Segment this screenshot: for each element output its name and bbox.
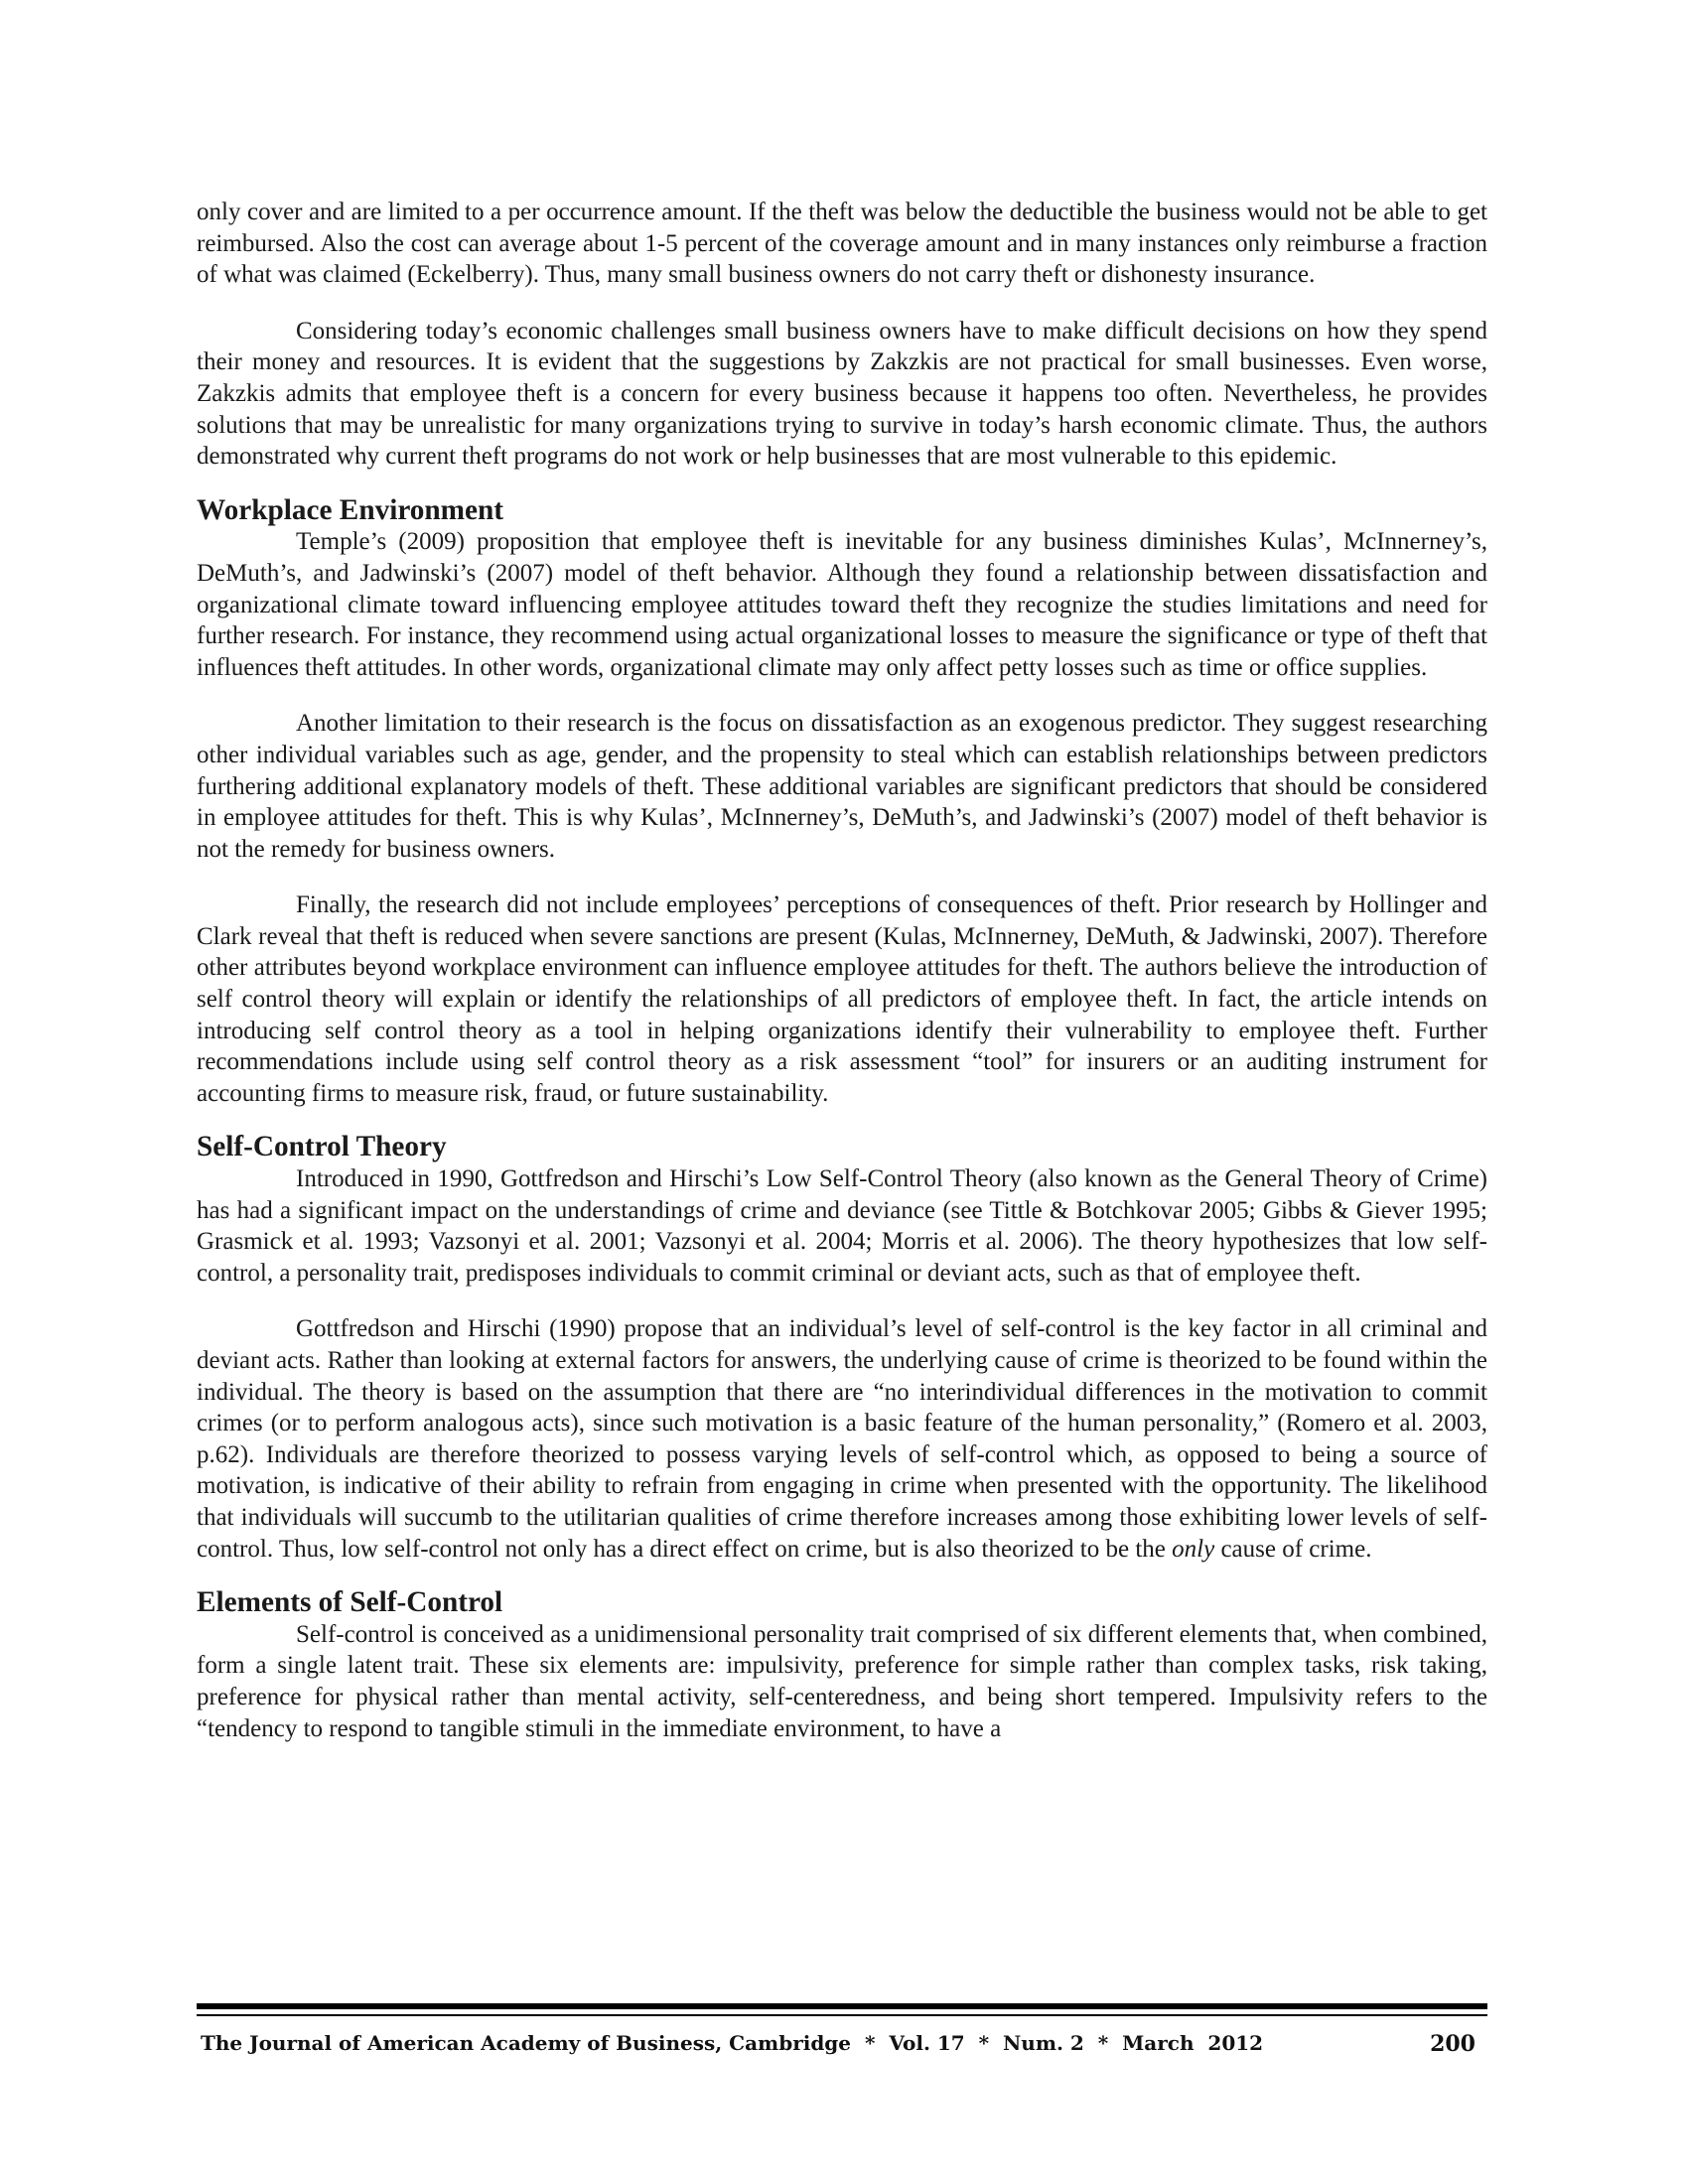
- paragraph-another-limitation: Another limitation to their research is the focus on dissatisfaction as an exogenous predictor. They suggest researching other individual variables such as age, gender, and the propensity to steal which can establish relationships between predictors furthering additional explanatory models of theft. These additional variables are significant predictors that should be considered in employee attitudes for theft. This is why Kulas’, McInnerney’s, DeMuth’s, and Jadwinski’s (2007) model of theft behavior is not the remedy for business owners.: [197, 710, 1487, 863]
- paragraph-gottfredson-hirschi: [197, 1313, 1487, 1565]
- paragraph-six-elements: Self-control is conceived as a unidimensional personality trait comprised of six different elements that, when combined, form a single latent trait. These six elements are: impulsivity, preference for simple rather than complex tasks, risk taking, preference for physical rather than mental activity, self-centeredness, and being short tempered. Impulsivity refers to the “tendency to respond to tangible stimuli in the immediate environment, to have a: [197, 1620, 1487, 1742]
- emphasis-only: only: [1172, 1535, 1215, 1563]
- section-heading-elements-of-self-control: Elements of Self-Control: [197, 1586, 503, 1619]
- paragraph-insurance-limits: only cover and are limited to a per occurrence amount. If the theft was below the deductible the business would not be able to get reimbursed. Also the cost can average about 1-5 percent of the coverage amount and in many instances only reimburse a fraction of what was claimed (Eckelberry). Thus, many small business owners do not carry theft or dishonesty insurance.: [197, 199, 1487, 289]
- page-number: 200: [1430, 2031, 1476, 2057]
- footer-divider-thick: [197, 2003, 1487, 2009]
- page-footer: [197, 2031, 1487, 2063]
- paragraph-consequences-of-theft: Finally, the research did not include employees’ perceptions of consequences of theft. Prior research by Hollinger and Clark reveal that theft is reduced when severe sanctions are present (Kulas, McInnerney, DeMuth, & Jadwinski, 2007). Therefore other attributes beyond workplace environment can influence employee attitudes for theft. The authors believe the introduction of self control theory will explain or identify the relationships of all predictors of employee theft. In fact, the article intends on introducing self control theory as a tool in helping organizations identify their vulnerability to employee theft. Further recommendations include using self control theory as a risk assessment “tool” for insurers or an auditing instrument for accounting firms to measure risk, fraud, or future sustainability.: [197, 891, 1487, 1107]
- journal-citation: The Journal of American Academy of Business, Cambridge * Vol. 17 * Num. 2 * March 2012: [201, 2031, 1264, 2055]
- paragraph-text: Gottfredson and Hirschi (1990) propose that an individual’s level of self-control is the key factor in all criminal and deviant acts. Rather than looking at external factors for answers, the underlying cause of crime is theorized to be found within the individual. The theory is based on the assumption that there are “no interindividual differences in the motivation to commit crimes (or to perform analogous acts), since such motivation is a basic feature of the human personality,” (Romero et al. 2003, p.62). Individuals are therefore theorized to possess varying levels of self-control which, as opposed to being a source of motivation, is indicative of their ability to refrain from engaging in crime when presented with the opportunity. The likelihood that individuals will succumb to the utilitarian qualities of crime therefore increases among those exhibiting lower levels of self-control. Thus, low self-control not only has a direct effect on crime, but is also theorized to be the: [197, 1315, 1487, 1563]
- section-heading-workplace-environment: Workplace Environment: [197, 493, 504, 526]
- paragraph-economic-challenges: Considering today’s economic challenges small business owners have to make difficult decisions on how they spend their money and resources. It is evident that the suggestions by Zakzkis are not practical for small businesses. Even worse, Zakzkis admits that employee theft is a concern for every business because it happens too often. Nevertheless, he provides solutions that may be unrealistic for many organizations trying to survive in today’s harsh economic climate. Thus, the authors demonstrated why current theft programs do not work or help businesses that are most vulnerable to this epidemic.: [197, 317, 1487, 471]
- document-body: [197, 197, 1487, 1744]
- paragraph-temple-proposition: Temple’s (2009) proposition that employee theft is inevitable for any business diminishes Kulas’, McInnerney’s, DeMuth’s, and Jadwinski’s (2007) model of theft behavior. Although they found a relationship between dissatisfaction and organizational climate toward influencing employee attitudes toward theft they recognize the studies limitations and need for further research. For instance, they recommend using actual organizational losses to measure the significance or type of theft that influences theft attitudes. In other words, organizational climate may only affect petty losses such as time or office supplies.: [197, 528, 1487, 681]
- paragraph-general-theory-of-crime: Introduced in 1990, Gottfredson and Hirschi’s Low Self-Control Theory (also known as the General Theory of Crime) has had a significant impact on the understandings of crime and deviance (see Tittle & Botchkovar 2005; Gibbs & Giever 1995; Grasmick et al. 1993; Vazsonyi et al. 2001; Vazsonyi et al. 2004; Morris et al. 2006). The theory hypothesizes that low self-control, a personality trait, predisposes individuals to commit criminal or deviant acts, such as that of employee theft.: [197, 1165, 1487, 1287]
- footer-divider-thin: [197, 2014, 1487, 2016]
- paragraph-text-end: cause of crime.: [1214, 1535, 1372, 1563]
- section-heading-self-control-theory: Self-Control Theory: [197, 1131, 447, 1163]
